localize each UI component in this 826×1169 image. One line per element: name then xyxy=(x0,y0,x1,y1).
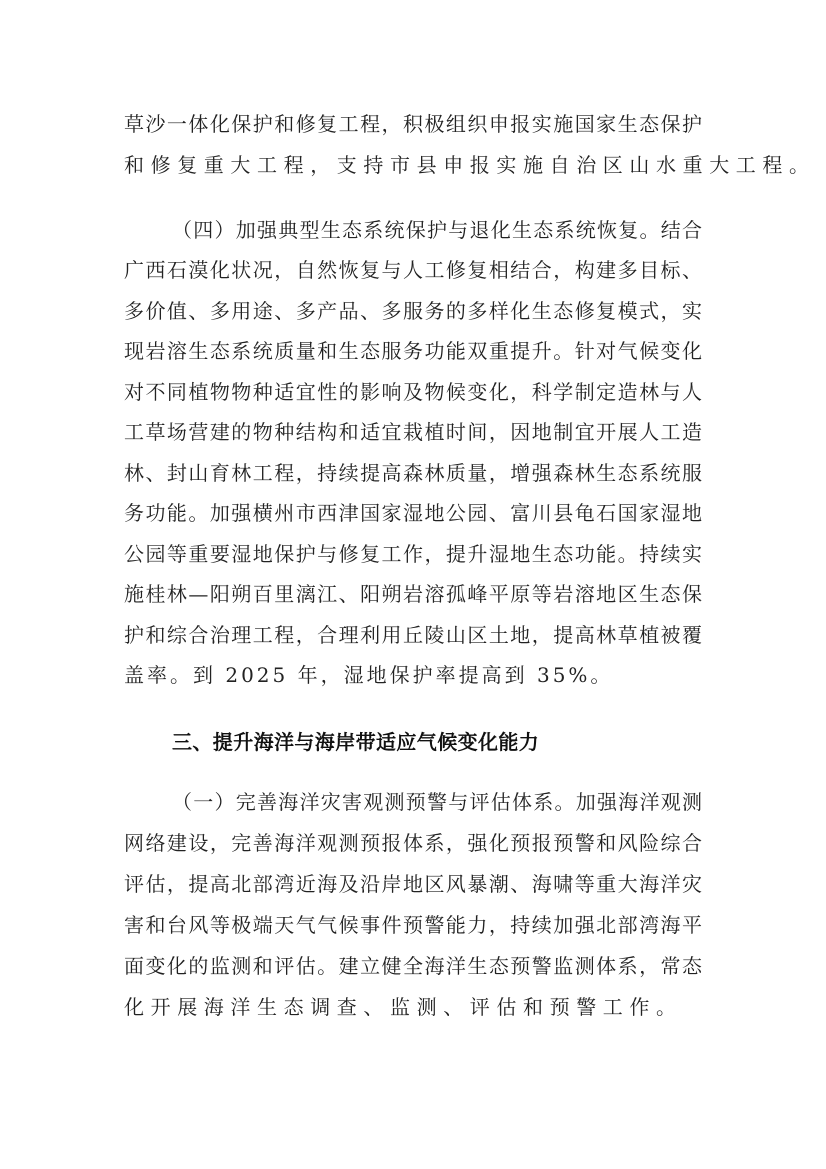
paragraph-line: 多价值、多用途、多产品、多服务的多样化生态修复模式，实 xyxy=(124,299,702,323)
paragraph-line: 网络建设，完善海洋观测预报体系，强化预报预警和风险综合 xyxy=(124,831,702,855)
paragraph-line: （一）完善海洋灾害观测预警与评估体系。加强海洋观测 xyxy=(172,790,702,814)
paragraph-line: 害和台风等极端天气气候事件预警能力，持续加强北部湾海平 xyxy=(124,913,702,937)
section-heading: 三、提升海洋与海岸带适应气候变化能力 xyxy=(172,730,540,754)
paragraph-line: 和修复重大工程，支持市县申报实施自治区山水重大工程。 xyxy=(124,153,816,177)
paragraph-line: 评估，提高北部湾近海及沿岸地区风暴潮、海啸等重大海洋灾 xyxy=(124,872,702,896)
paragraph-line: 务功能。加强横州市西津国家湿地公园、富川县龟石国家湿地 xyxy=(124,501,702,525)
paragraph-line: 林、封山育林工程，持续提高森林质量，增强森林生态系统服 xyxy=(124,461,702,485)
paragraph-line: 对不同植物物种适宜性的影响及物候变化，科学制定造林与人 xyxy=(124,380,702,404)
paragraph-line: 施桂林—阳朔百里漓江、阳朔岩溶孤峰平原等岩溶地区生态保 xyxy=(124,582,702,606)
paragraph-line: （四）加强典型生态系统保护与退化生态系统恢复。结合 xyxy=(172,218,702,242)
paragraph-line: 化开展海洋生态调查、监测、评估和预警工作。 xyxy=(124,995,683,1019)
paragraph-line: 护和综合治理工程，合理利用丘陵山区土地，提高林草植被覆 xyxy=(124,623,702,647)
paragraph-line: 现岩溶生态系统质量和生态服务功能双重提升。针对气候变化 xyxy=(124,339,702,363)
paragraph-line: 盖率。到 2025 年，湿地保护率提高到 35%。 xyxy=(124,663,614,687)
paragraph-line: 面变化的监测和评估。建立健全海洋生态预警监测体系，常态 xyxy=(124,954,702,978)
paragraph-line: 草沙一体化保护和修复工程，积极组织申报实施国家生态保护 xyxy=(124,112,702,136)
paragraph-line: 广西石漠化状况，自然恢复与人工修复相结合，构建多目标、 xyxy=(124,258,702,282)
paragraph-line: 工草场营建的物种结构和适宜栽植时间，因地制宜开展人工造 xyxy=(124,420,702,444)
paragraph-line: 公园等重要湿地保护与修复工作，提升湿地生态功能。持续实 xyxy=(124,542,702,566)
